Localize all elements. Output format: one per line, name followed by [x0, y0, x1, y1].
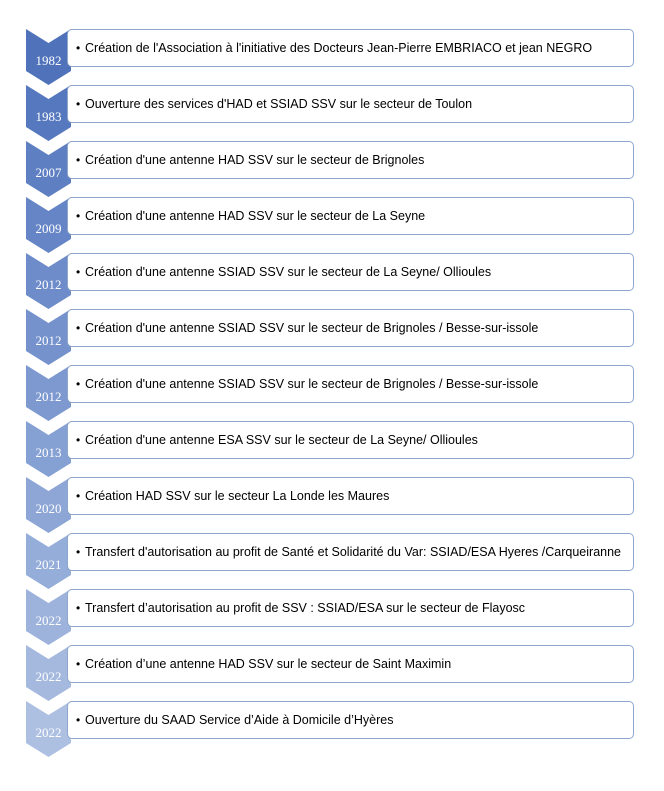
year-label: 2022 — [35, 669, 62, 684]
bullet-icon: • — [76, 321, 81, 335]
timeline-entry — [0, 85, 664, 141]
year-label: 1982 — [35, 53, 62, 68]
year-label: 2012 — [35, 277, 62, 292]
bullet-icon: • — [76, 601, 81, 615]
timeline-entry — [0, 421, 664, 477]
timeline-entry — [0, 533, 664, 589]
year-label: 2021 — [35, 557, 62, 572]
bullet-icon: • — [76, 377, 81, 391]
timeline-entry — [0, 29, 664, 85]
event-box — [67, 589, 634, 627]
event-box — [67, 533, 634, 571]
event-box — [67, 29, 634, 67]
timeline-entry — [0, 309, 664, 365]
year-label: 2007 — [35, 165, 62, 180]
event-text: Création d'une antenne HAD SSV sur le secteur de Brignoles — [85, 153, 425, 167]
bullet-icon: • — [76, 265, 81, 279]
timeline-entry — [0, 701, 664, 757]
event-text: Création d'une antenne SSIAD SSV sur le secteur de Brignoles / Besse-sur-issole — [85, 377, 539, 391]
event-text: Ouverture des services d'HAD et SSIAD SSV sur le secteur de Toulon — [85, 97, 473, 111]
bullet-icon: • — [76, 545, 81, 559]
bullet-icon: • — [76, 489, 81, 503]
bullet-icon: • — [76, 657, 81, 671]
timeline-entry — [0, 141, 664, 197]
event-text: Création HAD SSV sur le secteur La Londe les Maures — [85, 489, 390, 503]
event-box — [67, 701, 634, 739]
event-box — [67, 197, 634, 235]
bullet-icon: • — [76, 713, 81, 727]
timeline-entry — [0, 589, 664, 645]
event-box — [67, 645, 634, 683]
timeline-entry — [0, 365, 664, 421]
event-text: Création d'une antenne SSIAD SSV sur le secteur de Brignoles / Besse-sur-issole — [85, 321, 539, 335]
event-box — [67, 253, 634, 291]
timeline-entry — [0, 253, 664, 309]
event-text: Création d'une antenne SSIAD SSV sur le secteur de La Seyne/ Ollioules — [85, 265, 492, 279]
event-box — [67, 309, 634, 347]
event-box — [67, 141, 634, 179]
year-label: 2022 — [35, 613, 62, 628]
year-label: 2012 — [35, 389, 62, 404]
event-text: Transfert d'autorisation au profit de Santé et Solidarité du Var: SSIAD/ESA Hyeres /Carqueiranne — [85, 545, 622, 559]
bullet-icon: • — [76, 41, 81, 55]
event-text: Ouverture du SAAD Service d’Aide à Domicile d’Hyères — [85, 713, 394, 727]
event-text: Création d’une antenne HAD SSV sur le secteur de Saint Maximin — [85, 657, 452, 671]
bullet-icon: • — [76, 97, 81, 111]
event-text: Transfert d’autorisation au profit de SSV : SSIAD/ESA sur le secteur de Flayosc — [85, 601, 526, 615]
year-label: 2009 — [35, 221, 62, 236]
event-box — [67, 421, 634, 459]
year-label: 2012 — [35, 333, 62, 348]
bullet-icon: • — [76, 209, 81, 223]
timeline-entry — [0, 477, 664, 533]
event-text: Création de l'Association à l'initiative des Docteurs Jean-Pierre EMBRIACO et jean NEGRO — [85, 41, 593, 55]
year-label: 2020 — [35, 501, 62, 516]
event-box — [67, 85, 634, 123]
event-text: Création d'une antenne ESA SSV sur le secteur de La Seyne/ Ollioules — [85, 433, 478, 447]
timeline-entry — [0, 197, 664, 253]
year-label: 2022 — [35, 725, 62, 740]
event-box — [67, 365, 634, 403]
event-text: Création d'une antenne HAD SSV sur le secteur de La Seyne — [85, 209, 426, 223]
timeline-entry — [0, 645, 664, 701]
bullet-icon: • — [76, 433, 81, 447]
event-box — [67, 477, 634, 515]
year-label: 2013 — [35, 445, 62, 460]
bullet-icon: • — [76, 153, 81, 167]
year-label: 1983 — [35, 109, 62, 124]
